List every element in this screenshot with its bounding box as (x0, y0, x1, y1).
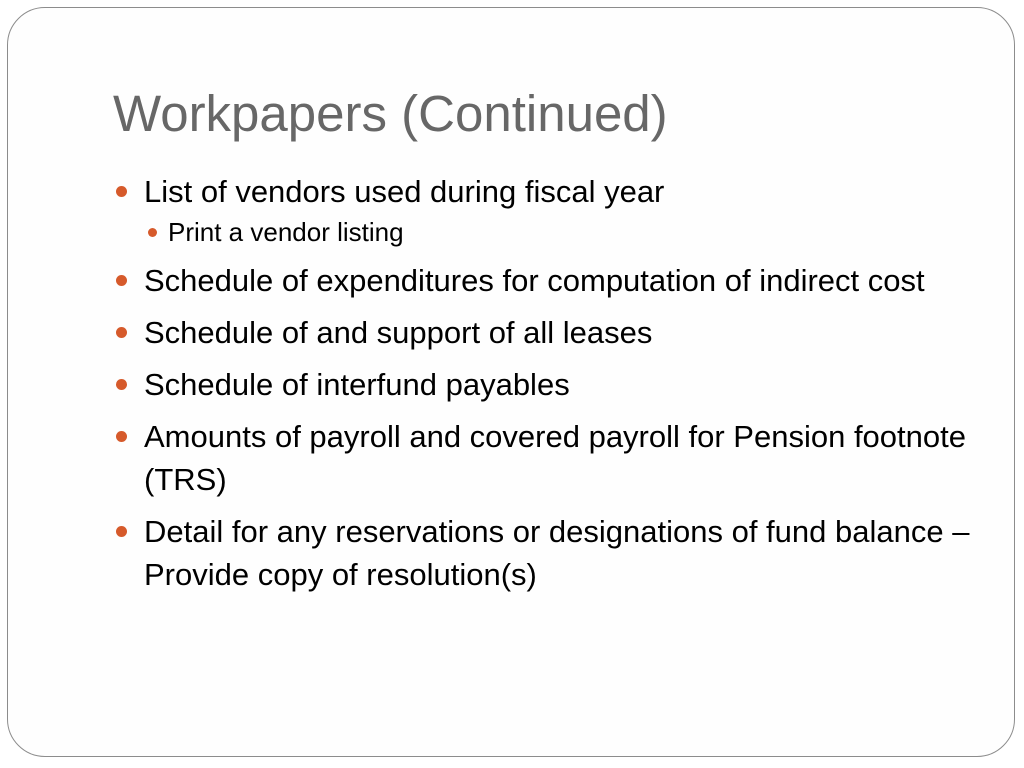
bullet-dot-icon (116, 327, 127, 338)
bullet-item (116, 415, 976, 501)
bullet-dot-icon (116, 379, 127, 390)
slide-title: Workpapers (Continued) (113, 85, 668, 142)
sub-bullet-dot-icon (148, 228, 157, 237)
bullet-item (116, 259, 976, 302)
bullet-list (116, 170, 976, 605)
bullet-dot-icon (116, 526, 127, 537)
bullet-text: Schedule of interfund payables (144, 367, 570, 402)
bullet-text: Amounts of payroll and covered payroll for Pension footnote (TRS) (144, 419, 966, 497)
bullet-dot-icon (116, 186, 127, 197)
bullet-item (116, 363, 976, 406)
bullet-text: List of vendors used during fiscal year (144, 174, 665, 209)
bullet-text: Schedule of and support of all leases (144, 315, 653, 350)
sub-bullet-list (148, 214, 976, 250)
sub-bullet-text: Print a vendor listing (168, 217, 404, 247)
bullet-dot-icon (116, 431, 127, 442)
bullet-text: Detail for any reservations or designations of fund balance – Provide copy of resolution(s) (144, 514, 970, 592)
sub-bullet-item (148, 214, 976, 250)
bullet-dot-icon (116, 275, 127, 286)
bullet-item (116, 170, 976, 250)
bullet-item (116, 510, 976, 596)
bullet-text: Schedule of expenditures for computation of indirect cost (144, 263, 925, 298)
bullet-item (116, 311, 976, 354)
